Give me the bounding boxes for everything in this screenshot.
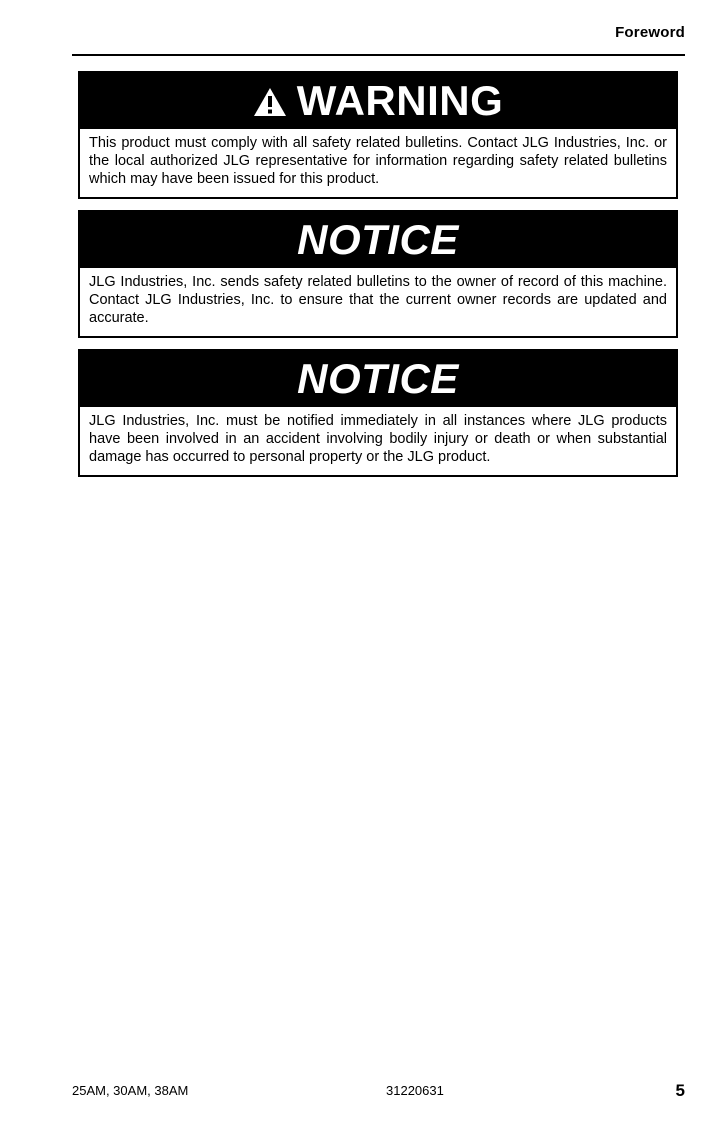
- notice-text: JLG Industries, Inc. sends safety related bulletins to the owner of record of this machine. Contact JLG Industries, Inc. to ensure that the current owner records are updated and accurate.: [89, 274, 667, 326]
- footer-document-number: 31220631: [386, 1083, 444, 1098]
- warning-heading: WARNING: [296, 77, 504, 124]
- notice-box-owner-records: [78, 210, 678, 338]
- notice-text: JLG Industries, Inc. must be notified immediately in all instances where JLG products have been involved in an accident involving bodily injury or death or when substantial damage has occurred to personal property or the JLG product.: [89, 413, 667, 465]
- warning-header: [80, 73, 676, 129]
- notice-heading: NOTICE: [297, 216, 459, 263]
- header-rule: [72, 54, 685, 56]
- notice-box-accident-reporting: [78, 349, 678, 477]
- warning-text: This product must comply with all safety related bulletins. Contact JLG Industries, Inc. or the local authorized JLG representative for information regarding safety related bulletins which may have been issued for this product.: [89, 135, 667, 187]
- page-number: 5: [675, 1081, 685, 1100]
- notice-heading: NOTICE: [297, 355, 459, 402]
- notice-header: [80, 351, 676, 407]
- warning-box: [78, 71, 678, 199]
- section-title: Foreword: [615, 24, 685, 41]
- warning-triangle-icon: [253, 87, 287, 117]
- notice-header: [80, 212, 676, 268]
- footer-models: 25AM, 30AM, 38AM: [72, 1083, 189, 1098]
